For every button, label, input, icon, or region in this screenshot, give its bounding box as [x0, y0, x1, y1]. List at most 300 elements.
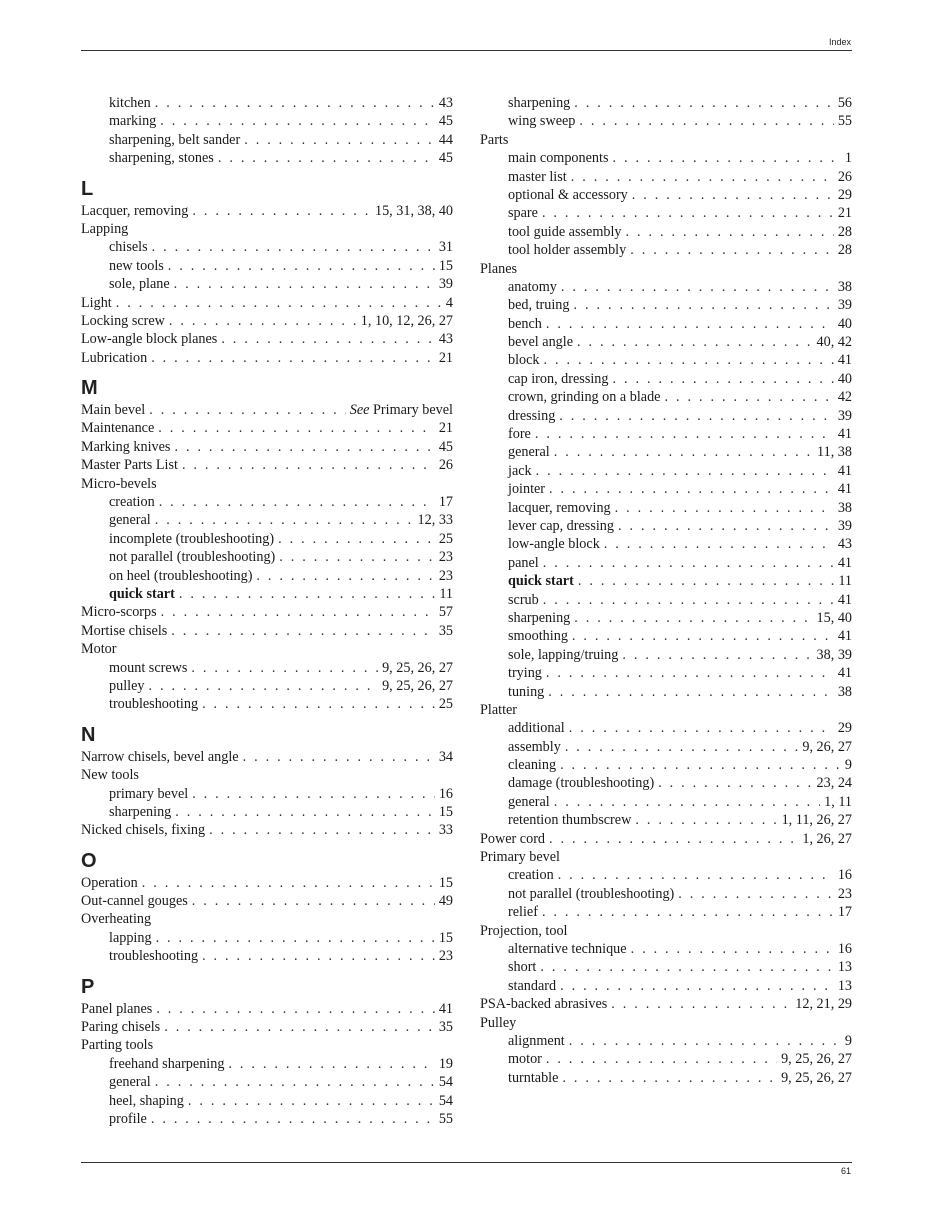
index-subentry	[480, 977, 852, 995]
entry-pages: 41	[837, 665, 852, 682]
dot-leader	[611, 995, 791, 1013]
entry-term: master list	[508, 168, 567, 185]
index-subentry	[81, 1110, 453, 1128]
entry-term: tuning	[508, 683, 545, 700]
entry-pages: 1, 11, 26, 27	[781, 812, 852, 829]
entry-term: lever cap, dressing	[508, 517, 614, 534]
entry-term: heel, shaping	[109, 1092, 184, 1109]
entry-pages: 40	[837, 370, 852, 387]
index-subentry	[480, 315, 852, 333]
entry-term: bed, truing	[508, 297, 570, 314]
dot-leader	[546, 1050, 777, 1068]
entry-term: Mortise chisels	[81, 622, 168, 639]
index-entry	[81, 766, 453, 784]
entry-pages: 45	[438, 113, 453, 130]
entry-term: not parallel (troubleshooting)	[508, 885, 675, 902]
index-subentry	[480, 480, 852, 498]
entry-term: Lacquer, removing	[81, 202, 189, 219]
entry-pages: 15	[438, 803, 453, 820]
index-subentry	[81, 695, 453, 713]
entry-term: fore	[508, 426, 531, 443]
entry-term: profile	[109, 1110, 147, 1127]
dot-leader	[156, 1000, 435, 1018]
entry-term: Projection, tool	[480, 922, 568, 939]
index-entry	[81, 419, 453, 437]
entry-term: Light	[81, 294, 112, 311]
entry-pages: 41	[837, 352, 852, 369]
entry-pages: 45	[438, 438, 453, 455]
index-subentry	[480, 885, 852, 903]
index-subentry	[81, 149, 453, 167]
dot-leader	[536, 462, 834, 480]
dot-leader	[562, 1069, 777, 1087]
dot-leader	[577, 333, 813, 351]
entry-term: pulley	[109, 677, 145, 694]
entry-term: new tools	[109, 257, 164, 274]
entry-pages: 15	[438, 257, 453, 274]
entry-pages: 41	[837, 591, 852, 608]
dot-leader	[159, 493, 435, 511]
footer-rule	[81, 1162, 852, 1163]
entry-pages: 11, 38	[817, 444, 852, 461]
entry-pages: 49	[438, 893, 453, 910]
entry-pages: 29	[837, 186, 852, 203]
entry-term: Parts	[480, 131, 509, 148]
section-letter: N	[81, 723, 96, 746]
entry-term: chisels	[109, 239, 148, 256]
entry-term: alternative technique	[508, 940, 627, 957]
dot-leader	[542, 903, 834, 921]
index-entry	[81, 748, 453, 766]
entry-term: general	[109, 1074, 151, 1091]
entry-pages: 15	[438, 929, 453, 946]
entry-pages: 15, 40	[816, 609, 852, 626]
entry-pages: 31	[438, 239, 453, 256]
entry-term: Locking screw	[81, 312, 165, 329]
index-subentry	[480, 168, 852, 186]
index-subentry	[81, 511, 453, 529]
entry-term: sole, lapping/truing	[508, 646, 619, 663]
index-subentry	[81, 1055, 453, 1073]
dot-leader	[174, 275, 435, 293]
dot-leader	[569, 719, 834, 737]
index-entry	[81, 475, 453, 493]
index-subentry	[480, 223, 852, 241]
entry-term: sharpening	[508, 95, 571, 111]
entry-pages: 39	[837, 407, 852, 424]
entry-pages: 39	[837, 297, 852, 314]
entry-term: jointer	[508, 481, 546, 498]
index-subentry	[480, 572, 852, 590]
index-subentry	[81, 659, 453, 677]
index-entry	[81, 202, 453, 220]
dot-leader	[664, 388, 833, 406]
index-subentry	[480, 1032, 852, 1050]
entry-pages: 1, 26, 27	[802, 830, 852, 847]
dot-leader	[202, 947, 435, 965]
dot-leader	[573, 296, 833, 314]
index-subentry	[480, 296, 852, 314]
dot-leader	[554, 443, 813, 461]
index-subentry	[480, 719, 852, 737]
section-letter: M	[81, 377, 98, 400]
entry-pages: 12, 33	[417, 512, 453, 529]
entry-pages: 11	[838, 573, 852, 590]
dot-leader	[544, 351, 834, 369]
entry-term: Panel planes	[81, 1000, 153, 1017]
entry-pages: 23	[438, 948, 453, 965]
dot-leader	[615, 499, 834, 517]
index-entry	[81, 330, 453, 348]
entry-pages: 28	[837, 223, 852, 240]
dot-leader	[142, 874, 435, 892]
entry-term: troubleshooting	[109, 948, 199, 965]
dot-leader	[554, 793, 820, 811]
entry-term: Master Parts List	[81, 457, 178, 474]
entry-term: Motor	[81, 641, 117, 658]
entry-term: sole, plane	[109, 276, 170, 293]
entry-pages: 17	[438, 494, 453, 511]
index-subentry	[480, 683, 852, 701]
dot-leader	[179, 585, 436, 603]
index-entry	[81, 438, 453, 456]
entry-term: lacquer, removing	[508, 499, 611, 516]
entry-pages: 23, 24	[816, 775, 852, 792]
index-subentry	[480, 1050, 852, 1068]
entry-pages: 4	[445, 294, 453, 311]
entry-pages: 23	[438, 549, 453, 566]
entry-term: PSA-backed abrasives	[480, 996, 608, 1013]
dot-leader	[158, 419, 435, 437]
entry-pages: 29	[837, 720, 852, 737]
dot-leader	[169, 312, 357, 330]
entry-pages: 41	[837, 426, 852, 443]
index-entry	[81, 294, 453, 312]
dot-leader	[626, 223, 834, 241]
index-subentry	[480, 94, 852, 112]
entry-term: sharpening, stones	[109, 150, 214, 167]
header-rule	[81, 50, 852, 51]
entry-pages: 55	[438, 1110, 453, 1127]
entry-term: bench	[508, 315, 542, 332]
entry-pages: 21	[438, 420, 453, 437]
entry-pages: 9, 26, 27	[802, 738, 852, 755]
index-subentry	[480, 609, 852, 627]
entry-term: quick start	[508, 573, 574, 590]
index-entry	[81, 910, 453, 928]
dot-leader	[182, 456, 435, 474]
entry-term: lapping	[109, 929, 152, 946]
entry-pages: 57	[438, 604, 453, 621]
entry-term: short	[508, 959, 537, 976]
entry-pages: 55	[837, 113, 852, 130]
index-subentry	[81, 929, 453, 947]
dot-leader	[155, 1073, 435, 1091]
entry-pages: 21	[837, 205, 852, 222]
dot-leader	[572, 627, 834, 645]
index-subentry	[81, 803, 453, 821]
dot-leader	[632, 186, 834, 204]
section-letter: P	[81, 975, 95, 998]
dot-leader	[228, 1055, 434, 1073]
index-subentry	[81, 947, 453, 965]
index-entry	[480, 701, 852, 719]
index-subentry	[480, 903, 852, 921]
entry-term: low-angle block	[508, 536, 600, 553]
entry-term: Micro-scorps	[81, 604, 157, 621]
index-entry	[81, 220, 453, 238]
dot-leader	[164, 1018, 435, 1036]
index-entry	[81, 821, 453, 839]
dot-leader	[635, 811, 777, 829]
entry-pages	[350, 401, 453, 419]
entry-term: cap iron, dressing	[508, 370, 609, 387]
entry-term: Marking knives	[81, 438, 171, 455]
entry-pages: 9, 25, 26, 27	[781, 1051, 852, 1068]
index-subentry	[81, 112, 453, 130]
index-subentry	[81, 238, 453, 256]
dot-leader	[192, 892, 435, 910]
dot-leader	[535, 425, 834, 443]
dot-leader	[571, 168, 834, 186]
index-entry	[81, 1036, 453, 1054]
index-entry	[81, 1000, 453, 1018]
entry-pages: 39	[438, 276, 453, 293]
index-entry	[81, 603, 453, 621]
entry-pages: 16	[837, 940, 852, 957]
dot-leader	[560, 977, 834, 995]
dot-leader	[574, 94, 834, 112]
dot-leader	[221, 330, 435, 348]
index-entry	[81, 401, 453, 419]
entry-term: motor	[508, 1051, 542, 1068]
entry-term: general	[508, 793, 550, 810]
dot-leader	[678, 885, 834, 903]
dot-leader	[148, 677, 378, 695]
index-entry	[81, 640, 453, 658]
entry-pages: 43	[438, 331, 453, 348]
dot-leader	[542, 204, 834, 222]
entry-pages: 28	[837, 242, 852, 259]
entry-term: scrub	[508, 591, 539, 608]
index-subentry	[480, 940, 852, 958]
entry-pages: 38, 39	[816, 646, 852, 663]
index-subentry	[480, 499, 852, 517]
entry-term: Primary bevel	[480, 849, 560, 866]
entry-term: primary bevel	[109, 785, 189, 802]
entry-pages: 44	[438, 131, 453, 148]
entry-pages: 9	[844, 757, 852, 774]
dot-leader	[579, 112, 833, 130]
entry-term: relief	[508, 904, 538, 921]
entry-term: tool holder assembly	[508, 242, 627, 259]
index-subentry	[81, 275, 453, 293]
index-entry	[480, 922, 852, 940]
index-subentry	[81, 530, 453, 548]
dot-leader	[116, 294, 442, 312]
index-subentry	[81, 548, 453, 566]
dot-leader	[548, 683, 834, 701]
index-subentry	[480, 535, 852, 553]
entry-term: Lapping	[81, 220, 129, 237]
entry-pages: 19	[438, 1055, 453, 1072]
dot-leader	[202, 695, 435, 713]
entry-term: bevel angle	[508, 334, 573, 351]
index-subentry	[480, 186, 852, 204]
dot-leader	[612, 370, 833, 388]
entry-pages: 16	[438, 785, 453, 802]
entry-term: Main bevel	[81, 402, 146, 419]
entry-pages: 13	[837, 977, 852, 994]
entry-pages: 1, 10, 12, 26, 27	[360, 312, 453, 329]
entry-term: Paring chisels	[81, 1019, 161, 1036]
entry-pages: 43	[837, 536, 852, 553]
index-subentry	[480, 774, 852, 792]
entry-term: block	[508, 352, 540, 369]
dot-leader	[559, 407, 834, 425]
dot-leader	[218, 149, 435, 167]
entry-pages: 15	[438, 874, 453, 891]
index-entry	[81, 312, 453, 330]
dot-leader	[622, 646, 812, 664]
index-subentry	[480, 149, 852, 167]
entry-pages: 16	[837, 867, 852, 884]
entry-pages: 33	[438, 822, 453, 839]
index-subentry	[480, 407, 852, 425]
index-subentry	[480, 112, 852, 130]
index-subentry	[81, 785, 453, 803]
dot-leader	[546, 664, 834, 682]
entry-term: sharpening	[508, 609, 571, 626]
dot-leader	[209, 821, 435, 839]
entry-pages: 43	[438, 95, 453, 111]
dot-leader	[192, 785, 435, 803]
entry-pages: 9	[844, 1032, 852, 1049]
entry-term: tool guide assembly	[508, 223, 622, 240]
index-column-right	[480, 94, 852, 1087]
entry-term: troubleshooting	[109, 696, 199, 713]
dot-leader	[546, 315, 834, 333]
index-subentry	[480, 443, 852, 461]
entry-pages: 41	[837, 481, 852, 498]
entry-term: additional	[508, 720, 565, 737]
dot-leader	[631, 940, 834, 958]
index-subentry	[480, 866, 852, 884]
dot-leader	[549, 480, 834, 498]
index-entry	[81, 874, 453, 892]
index-subentry	[480, 627, 852, 645]
dot-leader	[578, 572, 835, 590]
entry-term: spare	[508, 205, 538, 222]
entry-term: Operation	[81, 874, 138, 891]
entry-pages: 56	[837, 95, 852, 111]
entry-term: on heel (troubleshooting)	[109, 567, 253, 584]
index-subentry	[480, 958, 852, 976]
entry-pages: 38	[837, 499, 852, 516]
dot-leader	[569, 1032, 841, 1050]
dot-leader	[558, 866, 834, 884]
dot-leader	[191, 659, 378, 677]
entry-term: damage (troubleshooting)	[508, 775, 655, 792]
entry-term: quick start	[109, 585, 175, 602]
index-subentry	[480, 793, 852, 811]
index-subentry	[81, 131, 453, 149]
entry-term: Out-cannel gouges	[81, 893, 188, 910]
index-subentry	[480, 370, 852, 388]
entry-pages: 41	[837, 462, 852, 479]
entry-term: New tools	[81, 767, 139, 784]
dot-leader	[612, 149, 840, 167]
dot-leader	[540, 958, 833, 976]
index-entry	[81, 892, 453, 910]
entry-pages: 54	[438, 1092, 453, 1109]
entry-term: assembly	[508, 738, 561, 755]
entry-pages: 35	[438, 622, 453, 639]
entry-pages: 39	[837, 517, 852, 534]
entry-pages: 45	[438, 150, 453, 167]
entry-pages: 1	[844, 150, 852, 167]
dot-leader	[152, 238, 435, 256]
running-header: Index	[828, 37, 851, 47]
entry-term: anatomy	[508, 278, 557, 295]
index-subentry	[81, 1073, 453, 1091]
dot-leader	[155, 511, 414, 529]
index-entry	[480, 848, 852, 866]
dot-leader	[161, 603, 435, 621]
see-reference-label: See	[349, 402, 370, 419]
entry-pages: 38	[837, 683, 852, 700]
entry-term: smoothing	[508, 628, 568, 645]
entry-pages: 41	[837, 628, 852, 645]
dot-leader	[560, 756, 841, 774]
dot-leader	[188, 1092, 435, 1110]
entry-term: retention thumbscrew	[508, 812, 632, 829]
index-subentry	[480, 388, 852, 406]
index-subentry	[480, 333, 852, 351]
dot-leader	[151, 349, 435, 367]
dot-leader	[171, 622, 435, 640]
dot-leader	[244, 131, 435, 149]
entry-pages: 42	[837, 389, 852, 406]
entry-pages: 9, 25, 26, 27	[781, 1069, 852, 1086]
entry-term: Maintenance	[81, 420, 155, 437]
dot-leader	[155, 94, 435, 112]
entry-term: dressing	[508, 407, 556, 424]
index-entry	[480, 131, 852, 149]
index-subentry	[480, 554, 852, 572]
entry-pages: 23	[837, 885, 852, 902]
entry-term: general	[508, 444, 550, 461]
index-subentry	[480, 664, 852, 682]
dot-leader	[243, 748, 435, 766]
dot-leader	[175, 803, 435, 821]
entry-pages: 26	[438, 457, 453, 474]
entry-term: main components	[508, 150, 609, 167]
index-subentry	[480, 646, 852, 664]
entry-term: creation	[109, 494, 155, 511]
entry-pages: 41	[438, 1000, 453, 1017]
entry-pages: 11	[439, 585, 453, 602]
index-subentry	[81, 567, 453, 585]
entry-pages: 41	[837, 554, 852, 571]
dot-leader	[604, 535, 834, 553]
index-subentry	[81, 493, 453, 511]
entry-pages: 54	[438, 1074, 453, 1091]
entry-pages: 34	[438, 748, 453, 765]
index-subentry	[480, 738, 852, 756]
dot-leader	[561, 278, 834, 296]
entry-pages: 13	[837, 959, 852, 976]
